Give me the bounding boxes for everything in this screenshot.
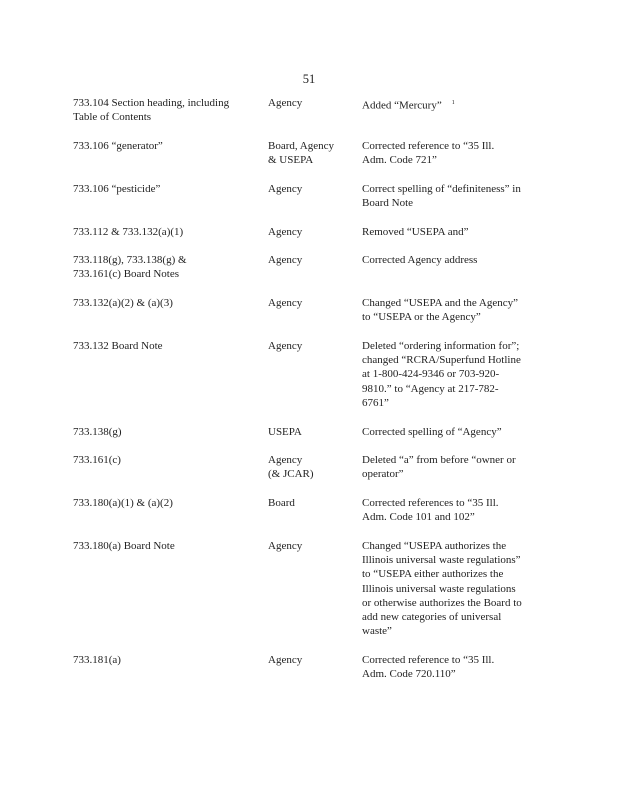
change-cell: Corrected Agency address [362,254,478,266]
section-cell: 733.106 “pesticide” [73,183,161,195]
section-cell: 733.161(c) [73,454,121,466]
table-row [73,225,543,253]
source-cell: Agency [268,540,303,552]
section-cell: 733.132 Board Note [73,340,163,352]
change-cell: Changed “USEPA authorizes the Illinois universal waste regulations” to “USEPA either authorizes the Illinois universal waste regulations or otherwise authorizes the Board to add new categories of universal waste” [362,540,522,638]
section-cell: 733.181(a) [73,654,121,666]
table-row [73,139,543,182]
change-cell: Deleted “ordering information for”; changed “RCRA/Superfund Hotline at 1-800-424-9346 or 703-920- 9810.” to “Agency at 217-782- 6761” [362,340,521,409]
change-cell: Corrected references to “35 Ill. Adm. Code 101 and 102” [362,497,499,524]
footnote-marker: 1 [451,100,455,106]
change-cell: Correct spelling of “definiteness” in Board Note [362,183,521,210]
table-row [73,453,543,496]
section-cell: 733.132(a)(2) & (a)(3) [73,297,173,309]
source-cell: Agency [268,297,303,309]
table-row [73,296,543,339]
changes-table [73,96,543,696]
change-cell: Removed “USEPA and” [362,226,469,238]
table-row [73,425,543,453]
section-cell: 733.138(g) [73,426,122,438]
source-cell: Board [268,497,295,509]
section-cell: 733.112 & 733.132(a)(1) [73,226,184,238]
source-cell: Agency [268,654,303,666]
source-cell: Agency [268,183,303,195]
page-number: 51 [302,72,316,86]
source-cell: Agency [268,340,303,352]
table-row [73,653,543,696]
section-cell: 733.180(a)(1) & (a)(2) [73,497,173,509]
source-cell: Board, Agency & USEPA [268,140,334,167]
change-cell: Deleted “a” from before “owner or operator” [362,454,516,481]
table-row [73,539,543,653]
change-cell: Changed “USEPA and the Agency” to “USEPA or the Agency” [362,297,519,324]
section-cell: 733.106 “generator” [73,140,163,152]
source-cell: Agency [268,226,303,238]
table-row [73,496,543,539]
change-cell: Corrected reference to “35 Ill. Adm. Code 720.110” [362,654,495,681]
source-cell: Agency [268,97,303,109]
section-cell: 733.104 Section heading, including Table of Contents [73,97,230,124]
change-cell: Corrected reference to “35 Ill. Adm. Code 721” [362,140,495,167]
table-row [73,96,543,139]
section-cell: 733.180(a) Board Note [73,540,175,552]
table-row [73,339,543,425]
table-row [73,253,543,296]
source-cell: Agency [268,254,303,266]
source-cell: Agency (& JCAR) [268,454,314,481]
change-cell: Added “Mercury” $^1$ [362,99,455,112]
change-cell: Corrected spelling of “Agency” [362,426,502,438]
section-cell: 733.118(g), 733.138(g) & 733.161(c) Board Notes [73,254,187,281]
source-cell: USEPA [268,426,302,438]
table-row [73,182,543,225]
